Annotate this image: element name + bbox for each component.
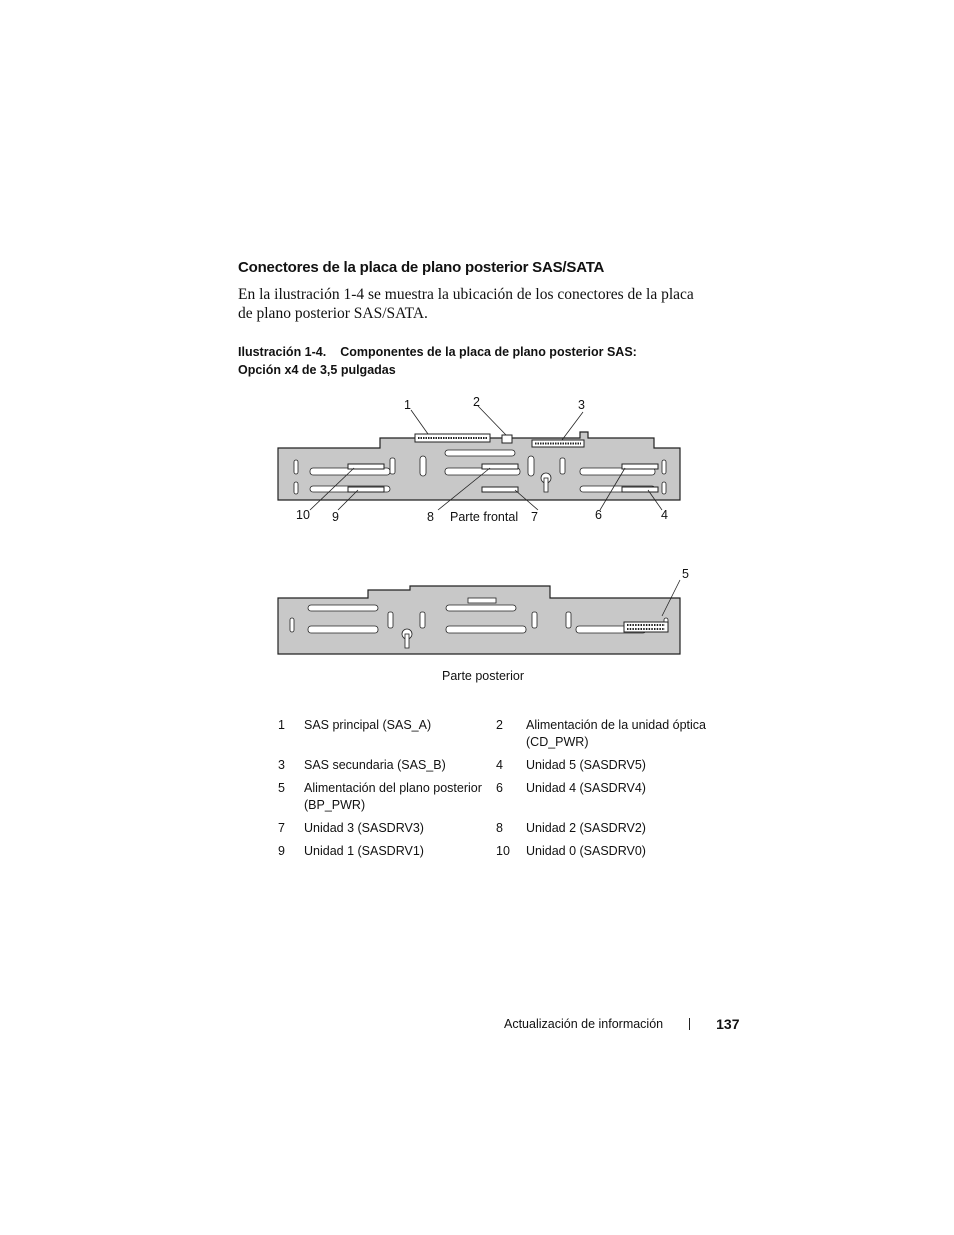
legend-row [270,843,710,860]
legend-number: 2 [496,718,503,732]
legend-number: 10 [496,844,510,858]
page-footer [504,1016,739,1032]
callout-1: 1 [404,398,411,412]
callout-9: 9 [332,510,339,524]
legend-text: Unidad 2 (SASDRV2) [526,821,646,835]
figure-subtitle: Opción x4 de 3,5 pulgadas [238,363,396,377]
callout-2: 2 [473,395,480,409]
legend-text: SAS secundaria (SAS_B) [304,758,446,772]
figure-number: Ilustración 1-4. [238,345,327,359]
legend-text: Unidad 5 (SASDRV5) [526,758,646,772]
legend-number: 8 [496,821,503,835]
legend-number: 5 [278,781,285,795]
footer-chapter: Actualización de información [504,1017,664,1031]
legend-text: Alimentación de la unidad óptica (CD_PWR) [526,718,706,749]
figure-title: Componentes de la placa de plano posterior SAS: [340,345,637,359]
legend-number: 3 [278,758,285,772]
rear-label: Parte posterior [442,669,524,683]
callout-8: 8 [427,510,434,524]
callout-3: 3 [578,398,585,412]
legend-row [270,717,710,751]
legend-text: Alimentación del plano posterior (BP_PWR) [304,781,482,812]
intro-paragraph [238,285,708,323]
front-label: Parte frontal [450,510,519,524]
legend-text: Unidad 0 (SASDRV0) [526,844,646,858]
legend-text: SAS principal (SAS_A) [304,718,432,732]
legend-number: 6 [496,781,503,795]
rear-board [278,580,680,654]
legend-number: 7 [278,821,285,835]
front-board [278,432,680,500]
callout-10: 10 [296,508,310,522]
legend-row [270,757,710,774]
callout-6: 6 [595,508,602,522]
legend-number: 9 [278,844,285,858]
legend-row [270,780,710,814]
page-number: 137 [716,1016,740,1032]
legend-text: Unidad 3 (SASDRV3) [304,821,424,835]
callout-7: 7 [531,510,538,524]
section-heading: Conectores de la placa de plano posterior SAS/SATA [238,259,605,276]
figure-caption [238,343,637,379]
legend-text: Unidad 1 (SASDRV1) [304,844,424,858]
footer-divider [689,1018,690,1030]
legend-row [270,820,710,837]
legend-table [270,717,710,866]
legend-number: 4 [496,758,503,772]
intro-line-2: de plano posterior SAS/SATA. [238,305,428,322]
callout-4: 4 [661,508,668,522]
legend-number: 1 [278,718,285,732]
backplane-figure [270,390,690,690]
legend-text: Unidad 4 (SASDRV4) [526,781,646,795]
intro-line-1: En la ilustración 1-4 se muestra la ubicación de los conectores de la placa [238,286,694,303]
callout-5: 5 [682,567,689,581]
